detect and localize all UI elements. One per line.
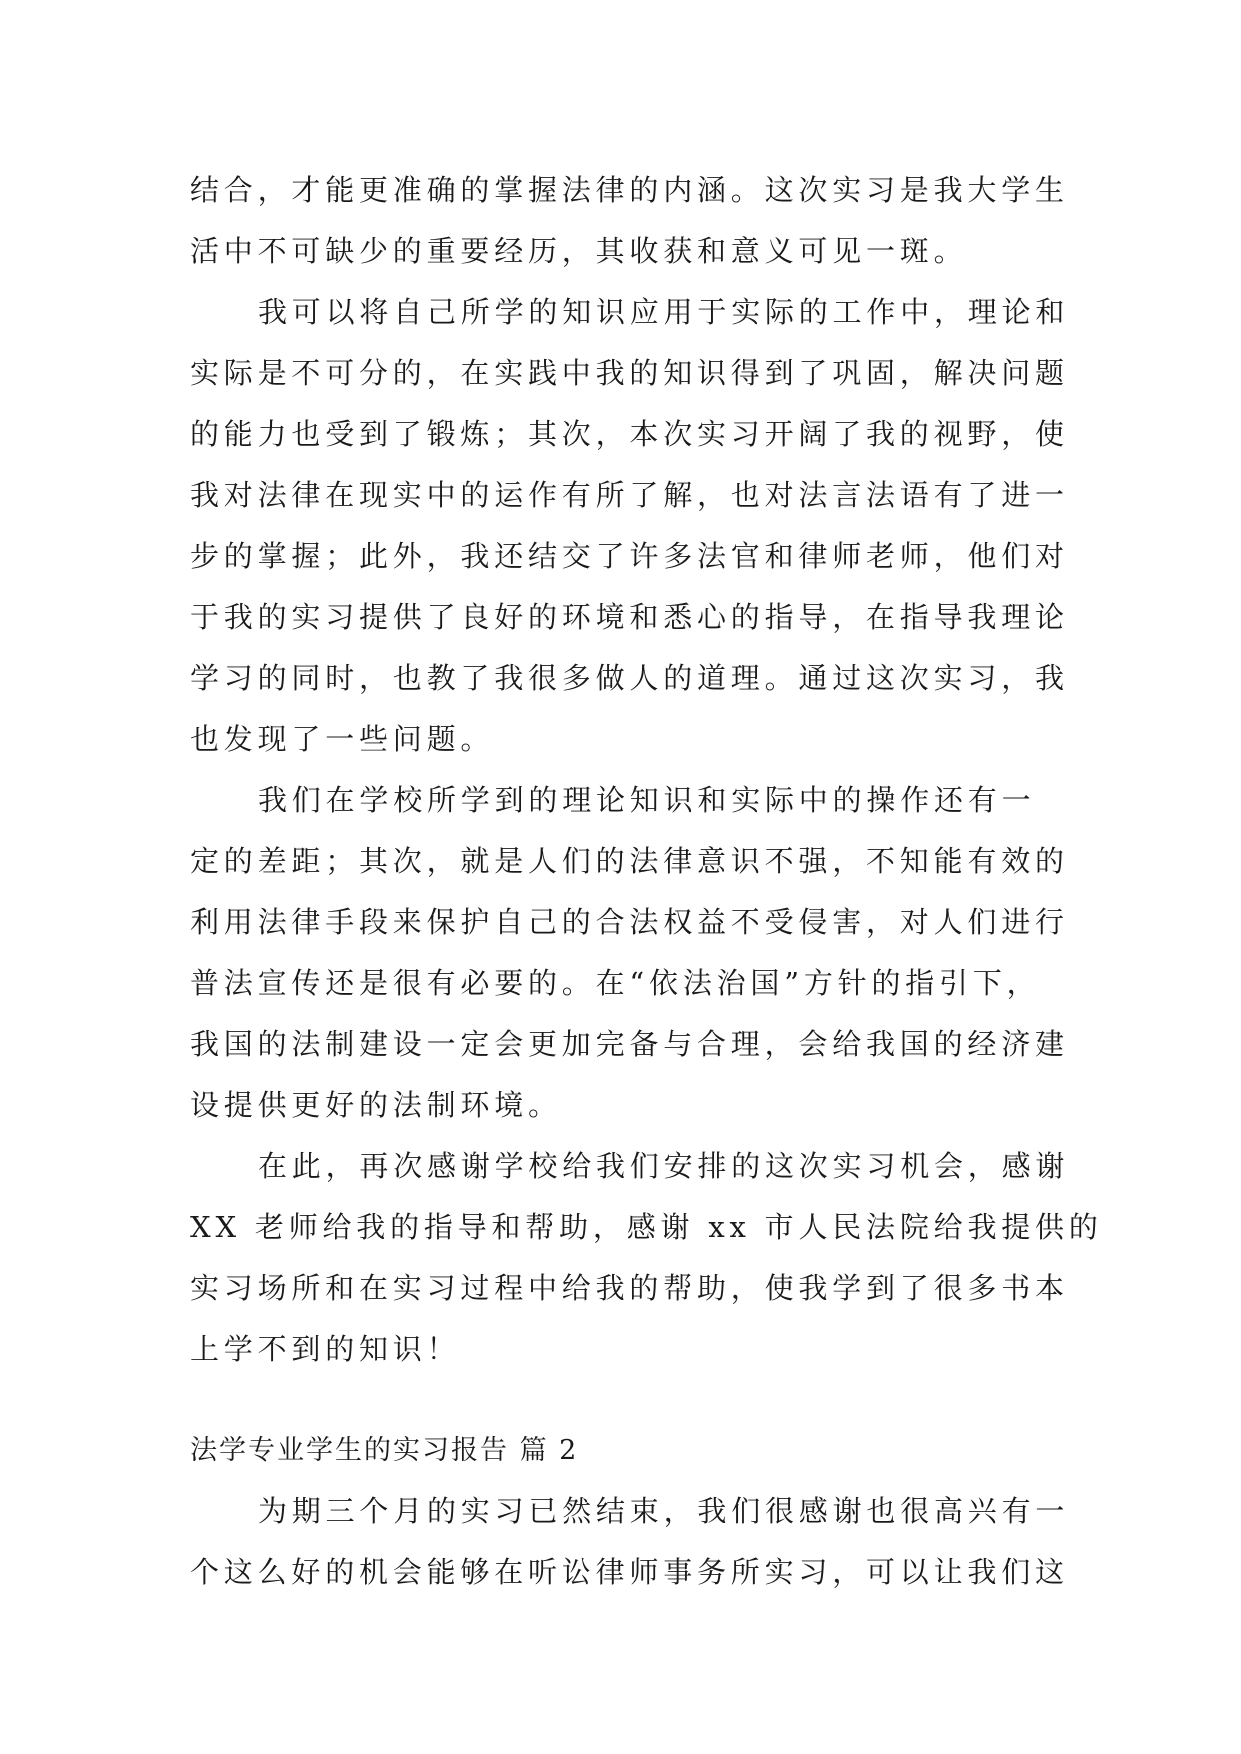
text-line: 定的差距；其次，就是人们的法律意识不强，不知能有效的 [190,844,1069,878]
text-line: 设提供更好的法制环境。 [190,1088,562,1122]
text-line: 实习场所和在实习过程中给我的帮助，使我学到了很多书本 [190,1271,1069,1305]
document-body [190,160,1103,1603]
text-line: 实际是不可分的，在实践中我的知识得到了巩固，解决问题 [190,356,1069,390]
text-line: 也发现了一些问题。 [190,722,495,756]
text-line: 于我的实习提供了良好的环境和悉心的指导，在指导我理论 [190,600,1069,634]
text-line: 结合，才能更准确的掌握法律的内涵。这次实习是我大学生 [190,173,1069,207]
text-line: 活中不可缺少的重要经历，其收获和意义可见一斑。 [190,234,968,268]
text-line: 步的掌握；此外，我还结交了许多法官和律师老师，他们对 [190,539,1069,573]
section-heading: 法学专业学生的实习报告 篇 2 [190,1435,579,1466]
text-line: 我国的法制建设一定会更加完备与合理，会给我国的经济建 [190,1027,1069,1061]
section2-paragraph-1 [190,1481,1070,1603]
text-line: 普法宣传还是很有必要的。在“依法治国”方针的指引下， [190,966,1041,1000]
text-line: 我对法律在现实中的运作有所了解，也对法言法语有了进一 [190,478,1069,512]
text-line: 为期三个月的实习已然结束，我们很感谢也很高兴有一 [258,1494,1070,1528]
section-spacer [190,1380,1060,1420]
text-line: 的能力也受到了锻炼；其次，本次实习开阔了我的视野，使 [190,417,1069,451]
paragraph-1 [190,160,1069,282]
paragraph-2 [190,282,1070,770]
text-line: 学习的同时，也教了我很多做人的道理。通过这次实习，我 [190,661,1069,695]
text-line: 我们在学校所学到的理论知识和实际中的操作还有一 [258,783,1036,817]
text-line: 利用法律手段来保护自己的合法权益不受侵害，对人们进行 [190,905,1069,939]
paragraph-4 [190,1136,1103,1380]
text-line: 我可以将自己所学的知识应用于实际的工作中，理论和 [258,295,1070,329]
text-line: 在此，再次感谢学校给我们安排的这次实习机会，感谢 [258,1149,1070,1183]
text-line: 上学不到的知识！ [190,1332,461,1366]
text-line: XX 老师给我的指导和帮助，感谢 xx 市人民法院给我提供的 [190,1210,1103,1244]
paragraph-3 [190,770,1069,1136]
text-line: 个这么好的机会能够在听讼律师事务所实习，可以让我们这 [190,1555,1069,1589]
